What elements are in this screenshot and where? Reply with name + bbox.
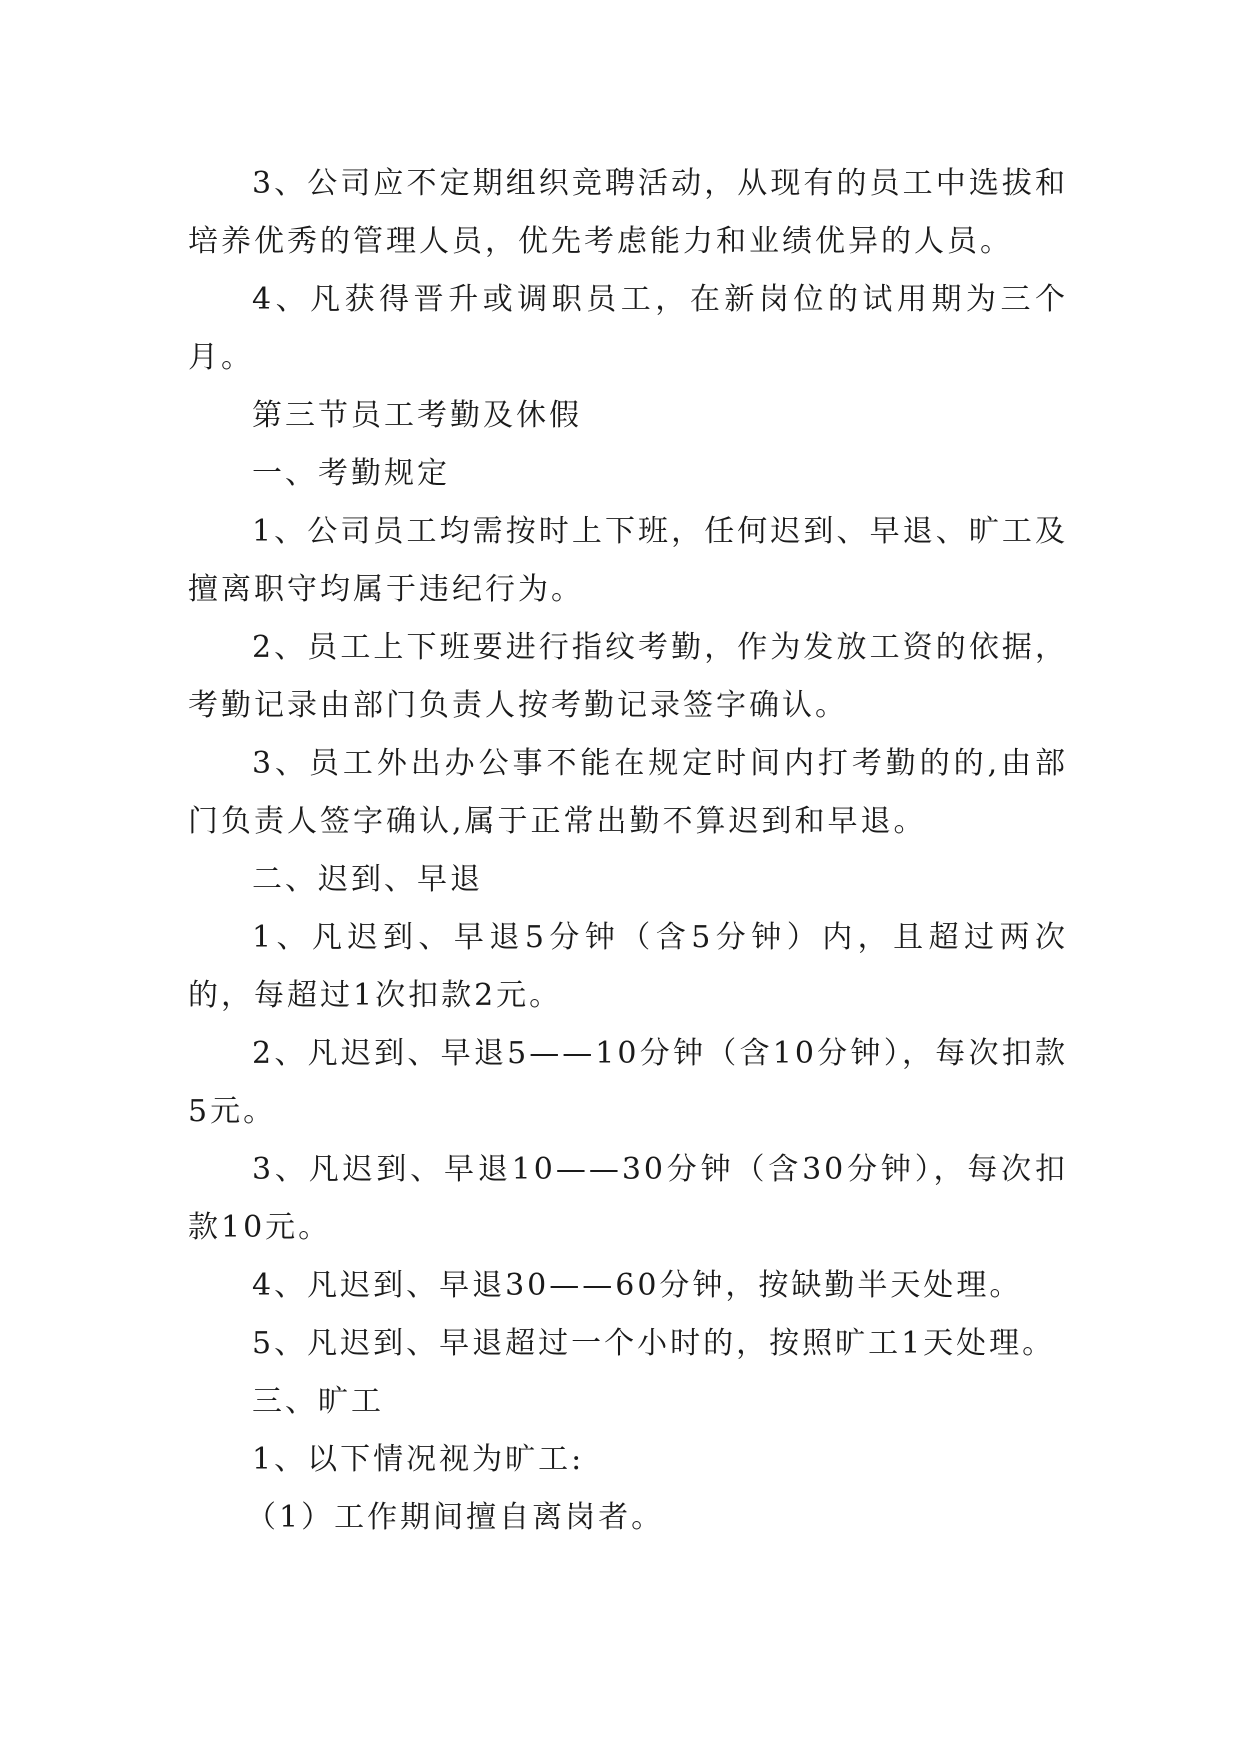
paragraph: 2、员工上下班要进行指纹考勤，作为发放工资的依据，考勤记录由部门负责人按考勤记录签字确认。 xyxy=(188,630,1068,723)
subsection-heading: 三、旷工 xyxy=(252,1384,384,1419)
paragraph: 5、凡迟到、早退超过一个小时的，按照旷工1天处理。 xyxy=(252,1326,1056,1361)
paragraph: 1、凡迟到、早退5分钟（含5分钟）内，且超过两次的，每超过1次扣款2元。 xyxy=(188,920,1068,1013)
paragraph: 3、凡迟到、早退10——30分钟（含30分钟），每次扣款10元。 xyxy=(188,1152,1068,1245)
paragraph: 3、公司应不定期组织竞聘活动，从现有的员工中选拔和培养优秀的管理人员，优先考虑能力和业绩优异的人员。 xyxy=(188,166,1068,259)
subsection-heading: 二、迟到、早退 xyxy=(252,862,483,897)
paragraph: 4、凡迟到、早退30——60分钟，按缺勤半天处理。 xyxy=(252,1268,1023,1303)
paragraph: 2、凡迟到、早退5——10分钟（含10分钟），每次扣款5元。 xyxy=(188,1036,1068,1129)
paragraph: 1、以下情况视为旷工: xyxy=(252,1442,585,1477)
section-heading: 第三节员工考勤及休假 xyxy=(252,398,582,433)
paragraph: （1）工作期间擅自离岗者。 xyxy=(246,1500,665,1535)
subsection-heading: 一、考勤规定 xyxy=(252,456,450,491)
paragraph: 3、员工外出办公事不能在规定时间内打考勤的的,由部门负责人签字确认,属于正常出勤不算迟到和早退。 xyxy=(188,746,1068,839)
paragraph: 1、公司员工均需按时上下班，任何迟到、早退、旷工及擅离职守均属于违纪行为。 xyxy=(188,514,1068,607)
paragraph: 4、凡获得晋升或调职员工，在新岗位的试用期为三个月。 xyxy=(188,282,1068,375)
document-body xyxy=(188,155,1068,1547)
